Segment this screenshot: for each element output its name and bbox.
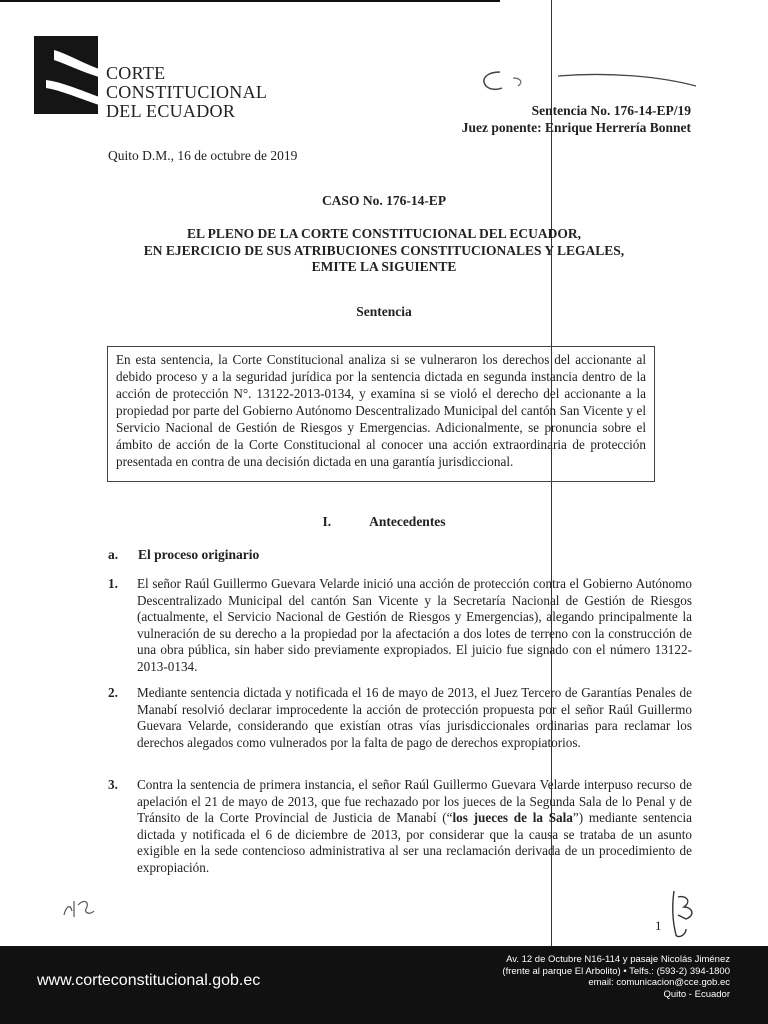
org-line-1: CORTE (106, 63, 166, 83)
paragraph-number: 3. (108, 777, 118, 792)
paragraph-text: El señor Raúl Guillermo Guevara Velarde inició una acción de protección contra el Gobierno Autónomo Descentralizado Municipal del cantón San Vicente y la Secretaría Nacional de Gestión de Riesgos (actualmente, el Servicio Nacional de Gestión de Riesgos y Emergencias), alegando principalmente la vulneración de su derecho a la propiedad por la afectación a dos lotes de terreno con la construcción de una obra pública, sin haber sido previamente expropiados. El juicio fue signado con el número 13122-2013-0134. (137, 576, 692, 674)
pleno-heading (0, 226, 768, 276)
footer-city: Quito - Ecuador (663, 988, 730, 1000)
footer-address (502, 954, 730, 1000)
organization-name (106, 64, 267, 121)
footer-address-line: (frente al parque El Arbolito) • Telfs.: (593-2) 394-1800 (502, 965, 730, 977)
sentence-number: Sentencia No. 176-14-EP/19 (531, 103, 691, 118)
org-line-3: DEL ECUADOR (106, 101, 236, 121)
top-rule (0, 0, 500, 2)
paragraph-text (137, 777, 692, 877)
defined-term: los jueces de la Sala (452, 810, 573, 826)
case-number: CASO No. 176-14-EP (321, 193, 447, 208)
sentence-title: Sentencia (356, 304, 412, 319)
paragraph-3 (108, 777, 692, 877)
subsection-title: El proceso originario (138, 547, 260, 562)
sentence-reference (462, 102, 691, 136)
paragraph-1 (108, 576, 692, 676)
page-number: 1 (655, 918, 662, 933)
initials-mark-icon (60, 893, 100, 923)
corte-logo-icon (34, 30, 102, 120)
subsection-heading (108, 547, 259, 563)
section-title: Antecedentes (369, 514, 446, 529)
paragraph-text: Mediante sentencia dictada y notificada el 16 de mayo de 2013, el Juez Tercero de Garantías Penales de Manabí resolvió declarar improcedente la acción de protección propuesta por el señor Raúl Guillermo Guevara Velarde, considerando que existían otras vías jurisdiccionales ordinarias para reclamar los derechos alegados como vulnerados por la falta de pago de derechos expropiatorios. (137, 685, 692, 750)
footer-email: email: comunicacion@cce.gob.ec (588, 977, 730, 988)
pleno-line-1: EL PLENO DE LA CORTE CONSTITUCIONAL DEL ECUADOR, (186, 226, 582, 241)
judge-name: Juez ponente: Enrique Herrería Bonnet (461, 120, 691, 135)
document-date: Quito D.M., 16 de octubre de 2019 (108, 148, 298, 163)
section-numeral: I. (322, 514, 332, 529)
paragraph-number: 2. (108, 685, 118, 700)
footer-address-line: Av. 12 de Octubre N16-114 y pasaje Nicolás Jiménez (506, 954, 730, 965)
paragraph-text-end: ”) mediante sentencia dictada y notificada el 6 de diciembre de 2013, por considerar que la causa se trataba de un asunto exigible en la sede contencioso administrativa al ser una reclamación derivada de un procedimiento de expropiación. (137, 810, 692, 875)
signature-icon (652, 885, 702, 943)
paragraph-number: 1. (108, 576, 118, 591)
paragraph-2 (108, 685, 692, 751)
summary-box: En esta sentencia, la Corte Constitucional analiza si se vulneraron los derechos del accionante al debido proceso y a la seguridad jurídica por la sentencia dictada en segunda instancia dentro de la acción de protección N°. 13122-2013-0134, y examina si se violó el derecho del accionante a la propiedad por parte del Gobierno Autónomo Descentralizado Municipal del cantón San Vicente y el Servicio Nacional de Gestión de Riesgos y Emergencias. Adicionalmente, se pronuncia sobre el ámbito de acción de la Corte Constitucional al conocer una acción extraordinaria de protección presentada en contra de una decisión dictada en una garantía jurisdiccional. (107, 346, 655, 482)
handwritten-mark-icon (458, 60, 698, 100)
footer-website-link[interactable]: www.corteconstitucional.gob.ec (37, 972, 261, 989)
paragraph-text-start: Contra la sentencia de primera instancia, el señor Raúl Guillermo Guevara Velarde interpuso recurso de apelación el 21 de mayo de 2013, que fue rechazado por los jueces de la Segunda Sala de lo Penal y de Tránsito de la Corte Provincial de Justicia de Manabí (“ (137, 777, 692, 826)
pleno-line-2: EN EJERCICIO DE SUS ATRIBUCIONES CONSTITUCIONALES Y LEGALES, (143, 242, 625, 258)
org-line-2: CONSTITUCIONAL (106, 82, 268, 102)
subsection-label: a. (108, 547, 119, 562)
pleno-line-3: EMITE LA SIGUIENTE (311, 259, 457, 274)
section-heading (0, 514, 768, 530)
